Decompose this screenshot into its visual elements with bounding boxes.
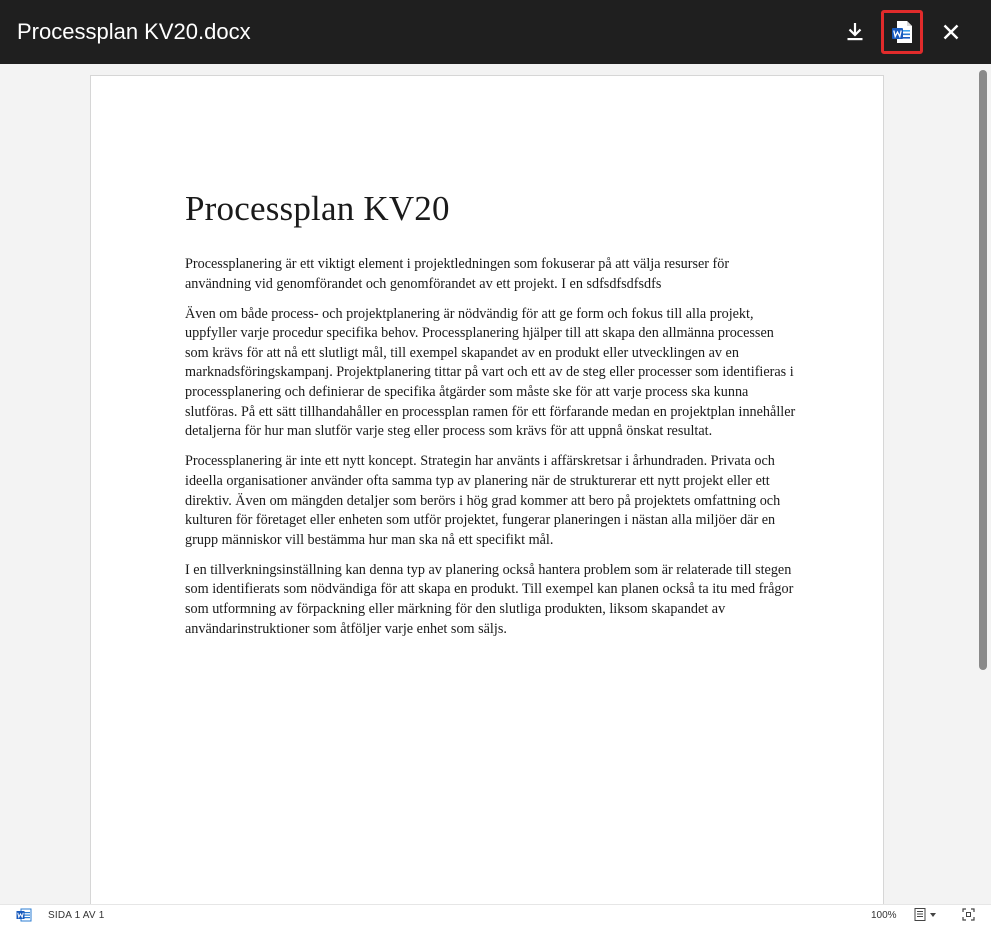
fit-to-screen-button[interactable]: [962, 908, 975, 924]
download-icon: [846, 22, 864, 42]
paragraph: Processplanering är ett viktigt element i projektledningen som fokuserar på att välja resurser för användning vid genomförandet och genomförandet av ett projekt. I en sdfsdfsdfsdfs: [185, 256, 730, 292]
open-in-word-button[interactable]: [881, 10, 923, 54]
title-bar: [0, 0, 991, 64]
document-title: Processplan KV20: [185, 189, 450, 228]
download-button[interactable]: [835, 12, 875, 52]
view-icon: [914, 908, 926, 921]
paragraph: Även om både process- och projektplanering är nödvändig för att ge form och fokus till alla projekt, uppfyller varje procedur specifika behov. Processplanering hjälper till att skapa den allmänna processen som krävs för att nå ett slutligt mål, till exempel skapandet av en produkt eller utvecklingen av en marknadsföringskampanj. Projektplanering tittar på vart och ett av de steg eller processer som identifieras i processplanering och definierar de specifika åtgärder som måste ske för att varje process ska kunna slutföras. På ett sätt tillhandahåller en processplan ramen för ett förfarande medan en projektplan innehåller detaljerna för hur man slutför varje steg eller process som krävs för att uppnå önskat resultat.: [185, 305, 796, 440]
chevron-down-icon: [930, 913, 936, 917]
paragraph: I en tillverkningsinställning kan denna typ av planering också hantera problem som är relaterade till stegen som identifierats som nödvändiga för att skapa en produkt. Till exempel kan planen också ta itu med frågor som utformning av förpackning eller märkning för den slutliga produkten, liksom skapandet av användarinstruktioner som åtföljer varje enhet som säljs.: [185, 561, 794, 637]
vertical-scrollbar[interactable]: [979, 70, 987, 670]
close-button[interactable]: [931, 12, 971, 52]
document-page: [90, 75, 884, 904]
document-viewer[interactable]: [0, 64, 991, 904]
view-mode-button[interactable]: [914, 908, 936, 921]
paragraph: Processplanering är inte ett nytt koncept. Strategin har använts i affärskretsar i århundraden. Privata och ideella organisationer använder ofta samma typ av planering när de strukturerar ett nytt projekt eller ett direktiv. Även om mängden detaljer som berörs i hög grad kommer att bero på projektets omfattning och kulturen för företaget eller enheten som utför projektet, fungerar planeringen i nästan alla miljöer där en grupp människor vill bestämma hur man ska nå ett specifikt mål.: [185, 453, 781, 548]
close-icon: [943, 24, 959, 40]
window-title: Processplan KV20.docx: [17, 19, 251, 44]
page-indicator: SIDA 1 AV 1: [48, 910, 105, 921]
zoom-level[interactable]: 100%: [871, 910, 897, 921]
word-icon: [16, 908, 32, 925]
status-bar: [0, 904, 991, 925]
word-icon: [891, 20, 913, 44]
document-body: [185, 189, 797, 650]
fit-icon: [962, 908, 975, 921]
